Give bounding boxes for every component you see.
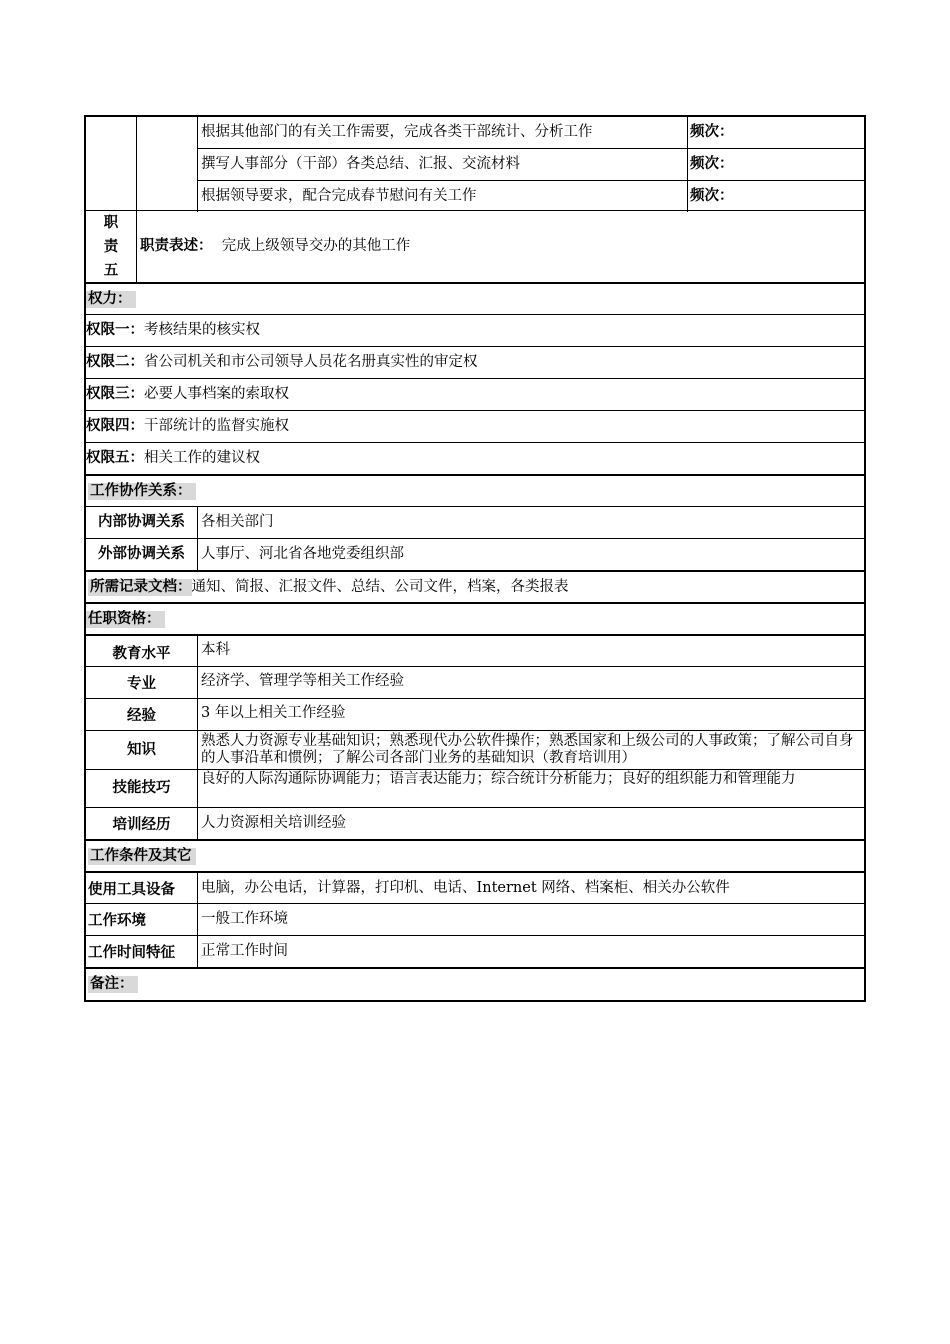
duty-five-description: 职责表述： 完成上级领导交办的其他工作	[136, 211, 864, 282]
duty-label-cell-empty	[86, 117, 136, 210]
collaboration-value: 人事厅、河北省各地党委组织部	[197, 539, 864, 570]
authority-header: 权力：	[86, 284, 136, 314]
qualification-label: 教育水平	[112, 645, 171, 662]
qualification-label: 知识	[127, 741, 156, 758]
collaboration-label: 外部协调关系	[98, 546, 185, 562]
condition-row	[84, 873, 866, 904]
collaboration-label: 内部协调关系	[98, 514, 185, 530]
qualification-row	[84, 636, 866, 667]
qualification-label: 经验	[127, 708, 156, 724]
condition-label: 使用工具设备	[88, 881, 175, 898]
task-rows	[84, 115, 866, 211]
collaboration-value: 各相关部门	[197, 507, 864, 538]
qualification-value: 本科	[197, 636, 864, 666]
conditions-header-row	[84, 841, 866, 873]
qualification-row	[84, 667, 866, 699]
qualification-label: 培训经历	[112, 817, 171, 833]
qualification-row	[84, 770, 866, 808]
conditions-header: 工作条件及其它	[86, 841, 196, 871]
condition-value: 电脑，办公电话，计算器，打印机、电话、Internet 网络、档案柜、相关办公软件	[197, 873, 864, 903]
condition-row	[84, 904, 866, 936]
qualification-value: 良好的人际沟通际协调能力；语言表达能力；综合统计分析能力；良好的组织能力和管理能力	[197, 770, 864, 807]
records-row	[84, 572, 866, 604]
qualification-value: 熟悉人力资源专业基础知识；熟悉现代办公软件操作；熟悉国家和上级公司的人事政策；了解公司自身的人事沿革和惯例；了解公司各部门业务的基础知识（教育培训用）	[197, 731, 864, 769]
qualification-label: 专业	[127, 676, 156, 692]
authority-row	[84, 443, 866, 476]
collaboration-header: 工作协作关系：	[86, 476, 196, 506]
duty-five-label: 职 责 五	[103, 214, 119, 279]
collaboration-row	[84, 539, 866, 572]
authority-row	[84, 315, 866, 347]
task-item: 根据领导要求，配合完成春节慰问有关工作	[197, 181, 687, 212]
task-frequency: 频次：	[687, 117, 864, 149]
condition-label: 工作环境	[88, 913, 146, 929]
notes-header: 备注：	[86, 969, 138, 1000]
authority-row	[84, 379, 866, 411]
condition-value: 正常工作时间	[197, 936, 864, 967]
qualification-row	[84, 808, 866, 841]
duty-index-cell-empty	[136, 117, 197, 210]
qualifications-header-row	[84, 604, 866, 636]
authority-row	[84, 347, 866, 379]
condition-value: 一般工作环境	[197, 904, 864, 935]
job-description-table	[84, 115, 866, 1002]
authority-row	[84, 411, 866, 443]
records-content: 所需记录文档： 通知、简报、汇报文件、总结、公司文件，档案，各类报表	[90, 578, 569, 595]
authority-item: 权限三： 必要人事档案的索取权	[86, 386, 289, 402]
authority-item: 权限一： 考核结果的核实权	[86, 322, 260, 338]
task-frequency: 频次：	[687, 149, 864, 181]
condition-row	[84, 936, 866, 969]
authority-item: 权限五： 相关工作的建议权	[86, 450, 260, 466]
collaboration-header-row	[84, 476, 866, 507]
qualification-row	[84, 731, 866, 770]
authority-item: 权限二： 省公司机关和市公司领导人员花名册真实性的审定权	[86, 354, 478, 370]
authority-item: 权限四： 干部统计的监督实施权	[86, 418, 289, 434]
notes-row	[84, 969, 866, 1002]
qualification-value: 人力资源相关培训经验	[197, 808, 864, 839]
task-frequency: 频次：	[687, 181, 864, 212]
qualification-label: 技能技巧	[112, 780, 171, 796]
authority-header-row	[84, 284, 866, 315]
duty-five-row	[84, 211, 866, 284]
task-item: 根据其他部门的有关工作需要，完成各类干部统计、分析工作	[197, 117, 687, 149]
qualification-value: 经济学、管理学等相关工作经验	[197, 667, 864, 698]
qualification-value: 3 年以上相关工作经验	[197, 699, 864, 730]
task-item: 撰写人事部分（干部）各类总结、汇报、交流材料	[197, 149, 687, 181]
condition-label: 工作时间特征	[88, 945, 175, 961]
qualification-row	[84, 699, 866, 731]
qualifications-header: 任职资格：	[86, 604, 165, 634]
collaboration-row	[84, 507, 866, 539]
